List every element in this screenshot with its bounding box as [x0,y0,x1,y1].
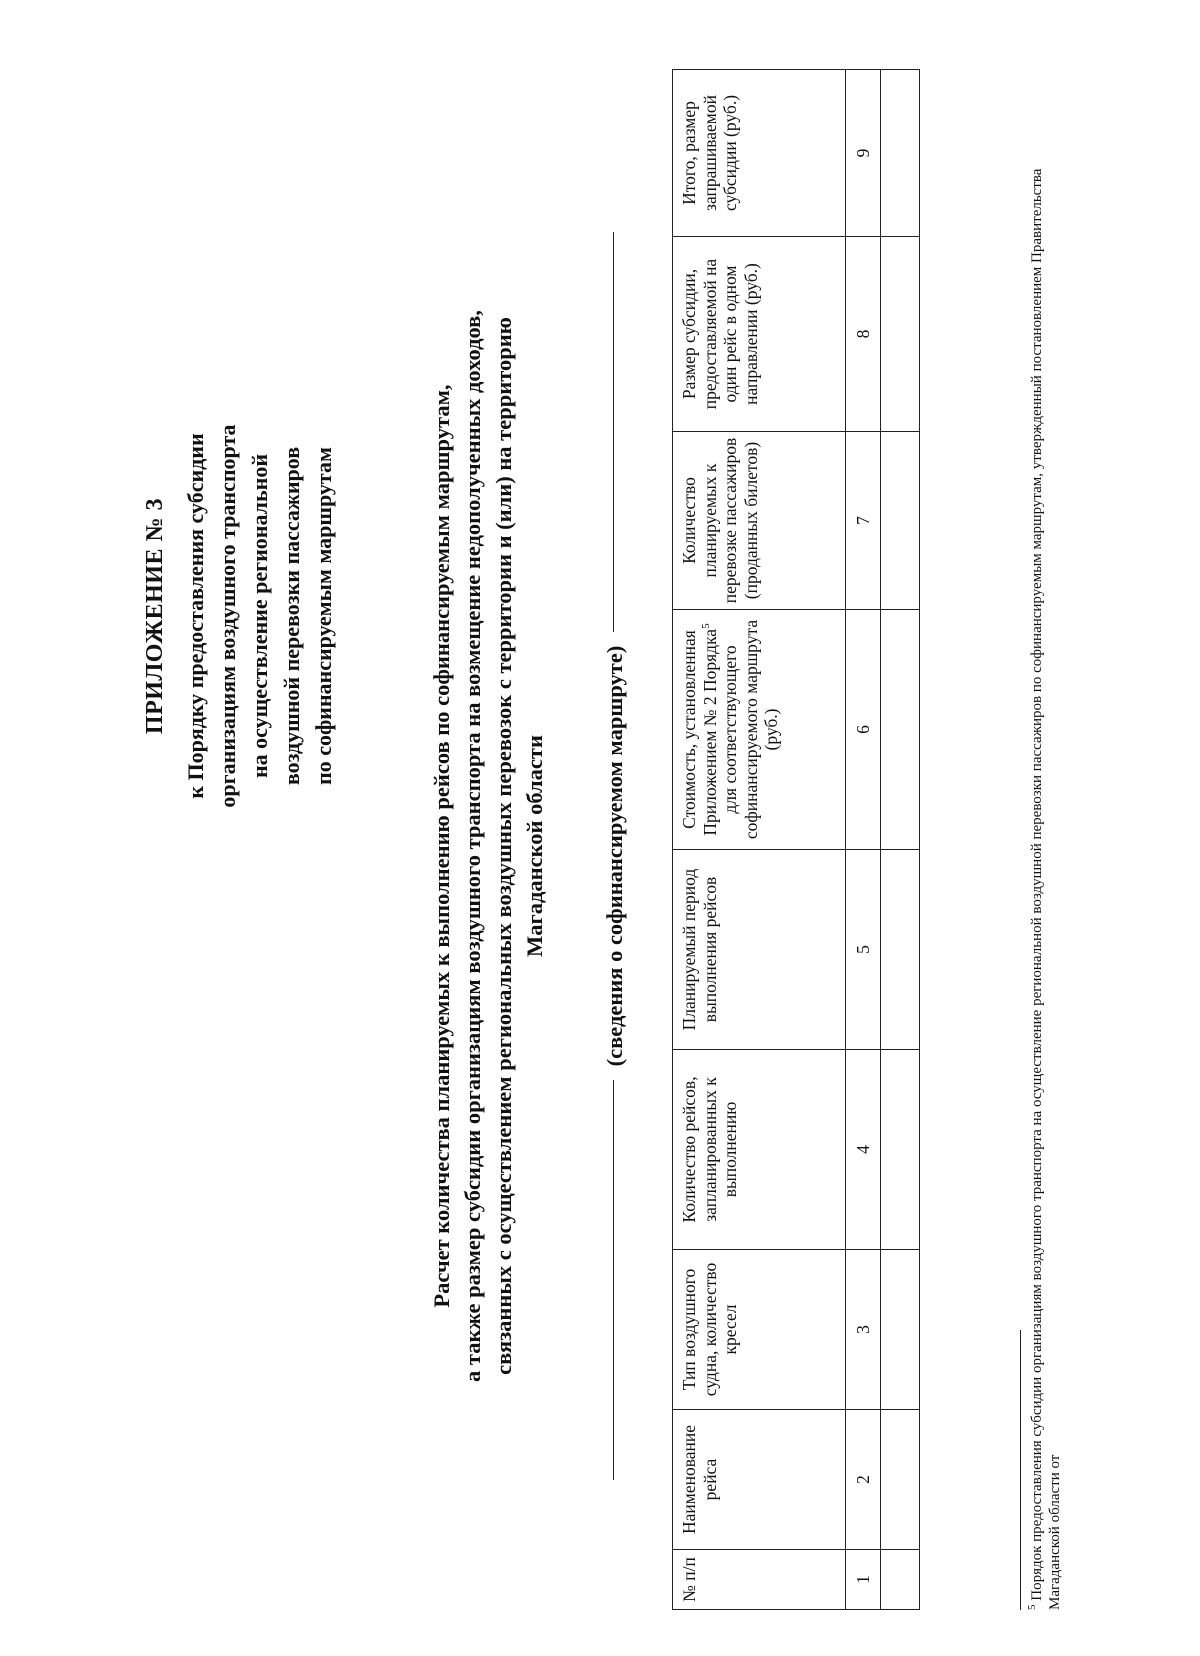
footnote-text: Порядок предоставления субсидии организациям воздушного транспорта на осуществление региональной воздушной перевозки пассажиров по софинансируемым маршрутам, утвержденный постановлением Правительства Магаданской области от [1029,168,1063,1610]
title-line: Расчет количества планируемых к выполнению рейсов по софинансируемым маршрутам, [429,384,454,1308]
header-text: Стоимость, установленная Приложением № 2 Порядка [679,628,720,836]
empty-cell [881,237,920,432]
column-number: 9 [846,70,881,237]
appendix-line: к Порядку предоставления субсидии [183,433,208,799]
title-line: Магаданской области [522,735,547,957]
column-number: 5 [846,850,881,1050]
empty-cell [881,1410,920,1550]
footnote-separator [1020,1330,1021,1610]
column-number-row [846,70,881,1610]
table-header-row [673,70,846,1610]
header-text: для соответствующего софинансируемого маршрута (руб.) [720,619,781,840]
empty-cell [881,432,920,610]
empty-cell [881,70,920,237]
header-cell: Планируемый период выполнения рейсов [673,850,846,1050]
column-number: 3 [846,1250,881,1410]
appendix-line: на осуществление региональной [247,454,272,779]
appendix-reference [180,256,340,976]
subtitle-rule-left [613,1080,614,1480]
header-cell: Количество планируемых к перевозке пассажиров (проданных билетов) [673,432,846,610]
column-number: 6 [846,610,881,850]
title-line: а также размер субсидии организациям воздушного транспорта на возмещение недополученных доходов, [460,310,485,1382]
route-table [672,69,920,1610]
column-number: 8 [846,237,881,432]
empty-cell [881,610,920,850]
empty-cell [881,1550,920,1610]
appendix-title: ПРИЛОЖЕНИЕ № 3 [142,497,168,735]
column-number: 7 [846,432,881,610]
header-cell: Наименование рейса [673,1410,846,1550]
footnote-marker: 5 [1026,1604,1038,1610]
table-row [881,70,920,1610]
header-cell [673,610,846,850]
column-number: 2 [846,1410,881,1550]
title-line: связанных с осуществлением региональных воздушных перевозок с территории и (или) на территорию [491,317,516,1375]
header-cell: Количество рейсов, запланированных к выполнению [673,1050,846,1250]
appendix-line: воздушной перевозки пассажиров [279,446,304,786]
footnote-ref: 5 [699,623,712,629]
document-title [426,136,550,1556]
subtitle-row [600,116,630,1596]
appendix-line: организациям воздушного транспорта [215,424,240,808]
header-cell: Тип воздушного судна, количество кресел [673,1250,846,1410]
appendix-header [138,256,340,976]
empty-cell [881,1250,920,1410]
column-number: 4 [846,1050,881,1250]
footnote [1028,90,1064,1610]
empty-cell [881,1050,920,1250]
header-cell: Размер субсидии, предоставляемой на один рейс в одном направлении (руб.) [673,237,846,432]
header-cell: № п/п [673,1550,846,1610]
appendix-line: по софинансируемым маршрутам [311,447,336,785]
subtitle: (сведения о софинансируемом маршруте) [602,645,627,1067]
subtitle-rule-right [613,232,614,632]
header-cell: Итого, размер запрашиваемой субсидии (руб.) [673,70,846,237]
column-number: 1 [846,1550,881,1610]
empty-cell [881,850,920,1050]
